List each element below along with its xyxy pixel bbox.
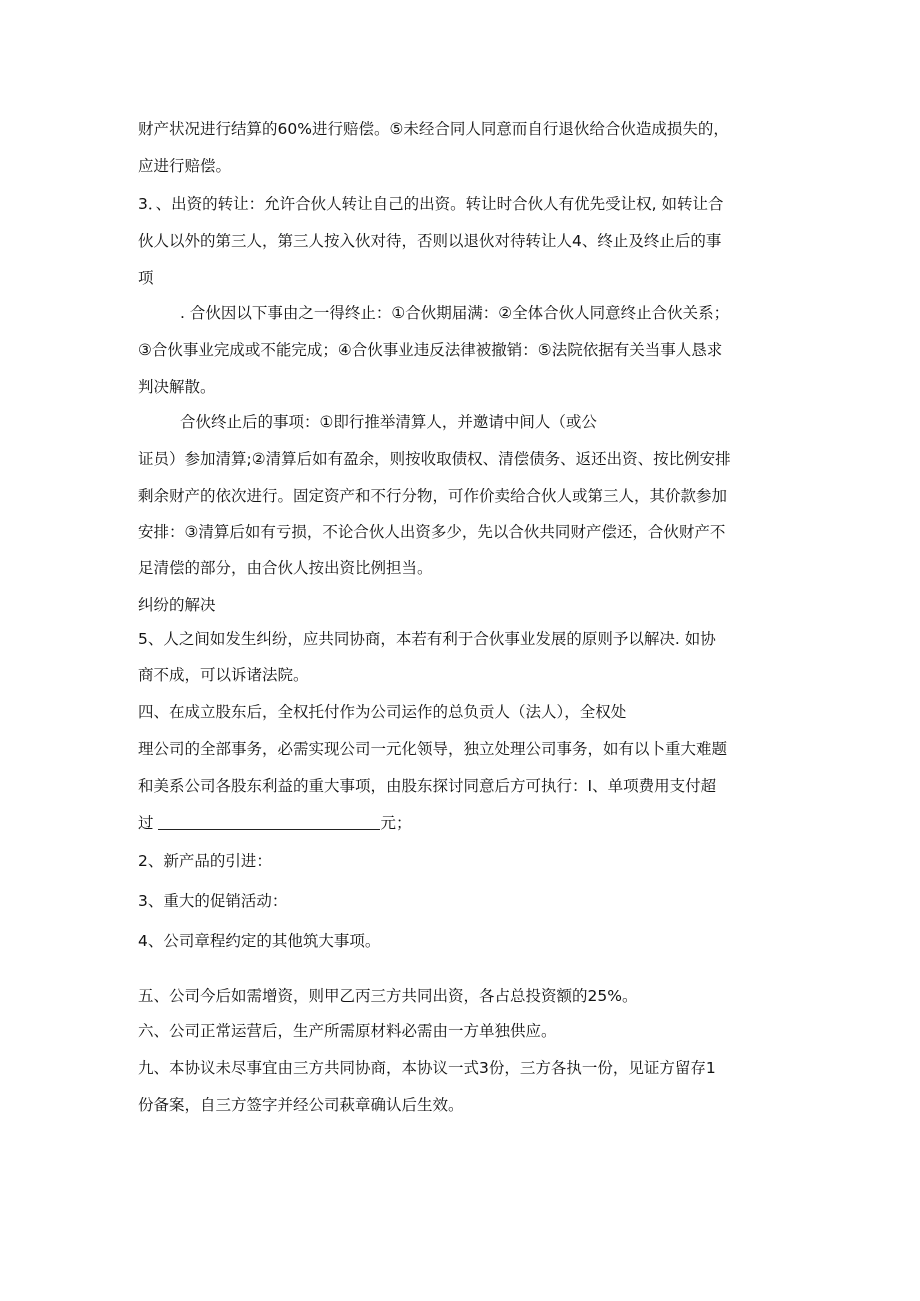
text-line: 商不成，可以诉诸法院。 [138,666,309,684]
text-line: 安排：③清算后如有亏损，不论合伙人出资多少，先以合伙共同财产偿还，合伙财产不 [138,523,726,541]
text-line: 判决解散。 [138,378,216,396]
amount-line [138,812,788,834]
text-line: 四、在成立股东后，全权托付作为公司运作的总负贡人（法人），全权处 [138,703,627,721]
text-line: 项 [138,269,154,287]
text-line: 五、公司今后如需增资，则甲乙丙三方共同出资，各占总投资额的25%。 [138,987,638,1005]
text-line: 证员）参加清算;②清算后如有盈余，则按收取债权、清偿债务、返还出资、按比例安排 [138,450,731,468]
list-item: 4、公司章程约定的其他筑大事项。 [138,932,381,950]
list-item: 2、新产品的引进： [138,852,272,870]
amount-blank-field [158,813,380,830]
amount-suffix: 元； [380,814,412,832]
text-line: 3．、出资的转让：允许合伙人转让自己的出资。转让时合伙人有优先受让权, 如转让合 [138,195,724,213]
text-line: 剩余财产的依次进行。固定资产和不行分物，可作价卖给合伙人或第三人，其价款参加 [138,487,728,505]
text-line: ③合伙事业完成或不能完成；④合伙事业违反法律被撤销：⑤法院依据有关当事人恳求 [138,341,723,359]
text-line: 财产状况进行结算的60%进行赔偿。⑤未经合同人同意而自行退伙给合伙造成损失的， [138,120,729,138]
text-line: 九、本协议未尽事宜由三方共同协商，本协议一式3份，三方各执一份，见证方留存1 [138,1059,716,1077]
text-line: 应进行赔偿。 [138,157,232,175]
text-line: 合伙终止后的事项：①即行推举清算人，并邀请中间人（或公 [180,413,597,431]
amount-prefix: 过 [138,814,154,832]
text-line: 六、公司正常运营后，生产所需原材料必需由一方单独供应。 [138,1022,557,1040]
text-line: 伙人以外的第三人，第三人按入伙对待，否则以退伙对待转让人4、终止及终止后的事 [138,232,722,250]
text-line: 理公司的全部事务，必需实现公司一元化领导，独立处理公司事务，如有以卜重大难题 [138,740,728,758]
text-line: 份备案，自三方签字并经公司萩章确认后生效。 [138,1096,464,1114]
list-item: 3、重大的促销活动： [138,892,288,910]
text-line: 5、人之间如发生纠纷，应共同协商，本若有利于合伙事业发展的原则予以解决. 如协 [138,630,716,648]
text-line: . 合伙因以下事由之一得终止：①合伙期届满：②全体合伙人同意终止合伙关系； [180,304,730,322]
text-line: 和美系公司各股东利益的重大事项，由股东探讨同意后方可执行：I、单项费用支付超 [138,777,717,795]
text-line: 足清偿的部分，由合伙人按出资比例担当。 [138,559,433,577]
section-heading: 纠纷的解决 [138,596,216,614]
